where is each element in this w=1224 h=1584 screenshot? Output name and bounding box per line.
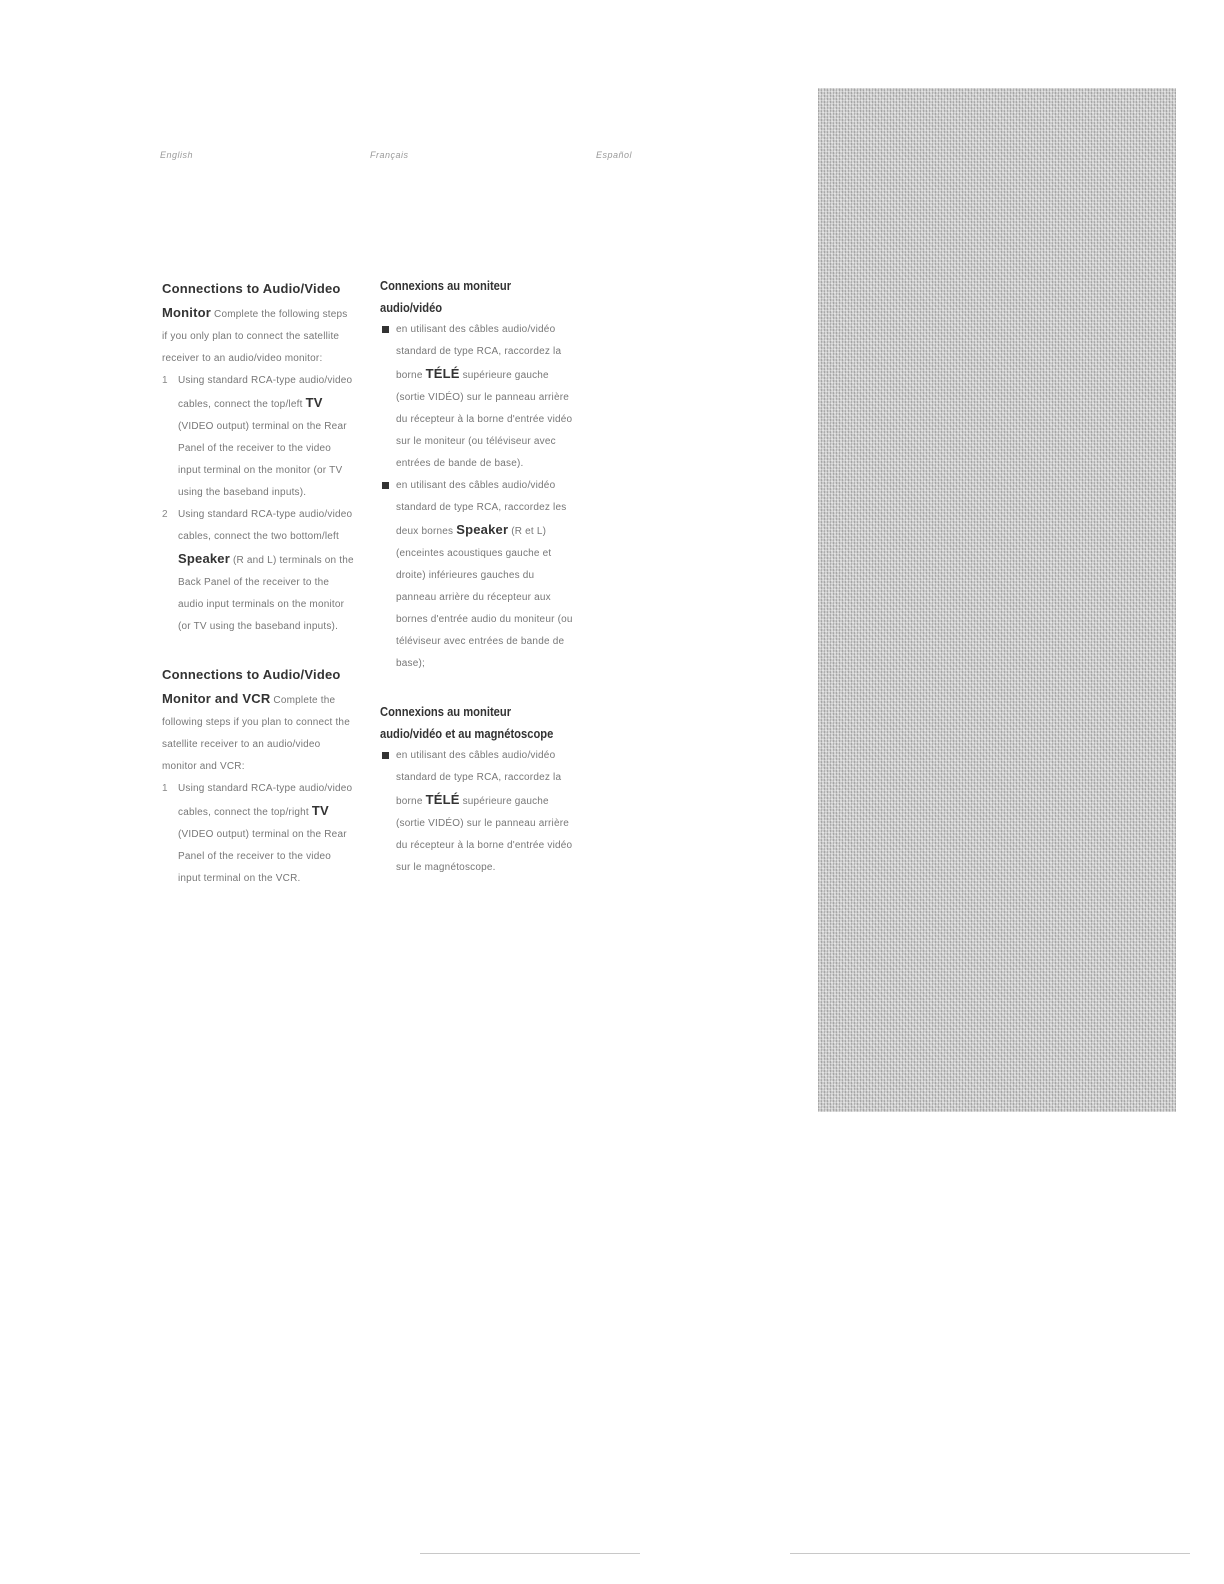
step-number: 1 xyxy=(162,783,168,794)
step-keyword-tele: TÉLÉ xyxy=(425,366,460,381)
language-label-french: Français xyxy=(370,150,409,160)
english-section1-paragraph xyxy=(162,278,354,370)
step-text-after: (R and L) terminals on the Back Panel of the receiver to the audio input terminals on the monitor (or TV using the baseband inputs). xyxy=(178,555,354,632)
step-keyword-speaker: Speaker xyxy=(178,551,230,566)
step-keyword-tele: TÉLÉ xyxy=(425,792,460,807)
step-keyword-speaker: Speaker xyxy=(456,522,509,537)
halftone-shaded-panel xyxy=(818,88,1176,1112)
step-text-before: en utilisant des câbles audio/vidéo standard de type RCA, raccordez la borne xyxy=(396,750,562,807)
step-keyword-tv: TV xyxy=(305,395,323,410)
step-bullet-icon xyxy=(382,326,389,333)
french-section1-heading: Connexions au moniteur audio/vidéo xyxy=(380,278,512,315)
step-number: 1 xyxy=(162,375,168,386)
french-section-moniteur-magnetoscope xyxy=(380,701,576,879)
english-section1-step-2 xyxy=(162,504,354,638)
scan-artifact-line xyxy=(790,1553,1190,1554)
step-number: 2 xyxy=(162,509,168,520)
step-text-after: supérieure gauche (sortie VIDÉO) sur le panneau arrière du récepteur à la borne d'entrée vidéo sur le magnétoscope. xyxy=(396,796,573,873)
french-section2-heading: Connexions au moniteur audio/vidéo et au magnétoscope xyxy=(380,704,554,741)
french-column xyxy=(380,275,576,879)
english-section-audio-video-monitor xyxy=(162,278,354,638)
english-section2-intro: Complete the following steps if you plan to connect the satellite receiver to an audio/video monitor and VCR: xyxy=(162,695,350,772)
step-text-after: supérieure gauche (sortie VIDÉO) sur le panneau arrière du récepteur à la borne d'entrée vidéo sur le moniteur (ou téléviseur avec entrées de bande de base). xyxy=(396,370,573,469)
step-keyword-tv: TV xyxy=(311,803,329,818)
english-section1-heading: Connections to Audio/Video Monitor xyxy=(162,281,341,320)
step-bullet-icon xyxy=(382,482,389,489)
language-label-spanish: Español xyxy=(596,150,633,160)
french-section2-step-1 xyxy=(380,745,576,879)
step-text-before: en utilisant des câbles audio/vidéo standard de type RCA, raccordez la borne xyxy=(396,324,562,381)
english-column xyxy=(162,278,354,890)
step-text-after: (VIDEO output) terminal on the Rear Panel of the receiver to the video input terminal on the VCR. xyxy=(178,829,347,884)
english-section2-paragraph xyxy=(162,664,354,778)
step-text-before: Using standard RCA-type audio/video cables, connect the top/left xyxy=(178,375,353,410)
english-section2-step-1 xyxy=(162,778,354,890)
step-text-before: Using standard RCA-type audio/video cables, connect the two bottom/left xyxy=(178,509,353,542)
english-section2-heading: Connections to Audio/Video Monitor and VCR xyxy=(162,667,341,706)
scan-artifact-line xyxy=(420,1553,640,1554)
step-text-after: (R et L) (enceintes acoustiques gauche et droite) inférieures gauches du panneau arrière du récepteur aux bornes d'entrée audio du moniteur (ou téléviseur avec entrées de bande de base); xyxy=(396,526,573,669)
french-section-moniteur xyxy=(380,275,576,675)
english-section-audio-video-monitor-vcr xyxy=(162,664,354,890)
step-text-after: (VIDEO output) terminal on the Rear Panel of the receiver to the video input terminal on the monitor (or TV using the baseband inputs). xyxy=(178,421,347,498)
french-section1-step-2 xyxy=(380,475,576,675)
language-label-english: English xyxy=(160,150,194,160)
english-section1-intro: Complete the following steps if you only plan to connect the satellite receiver to an audio/video monitor: xyxy=(162,309,348,364)
step-text-before: Using standard RCA-type audio/video cables, connect the top/right xyxy=(178,783,353,818)
step-bullet-icon xyxy=(382,752,389,759)
step-text-before: en utilisant des câbles audio/vidéo standard de type RCA, raccordez les deux bornes xyxy=(396,480,567,537)
english-section1-step-1 xyxy=(162,370,354,504)
french-section1-step-1 xyxy=(380,319,576,475)
